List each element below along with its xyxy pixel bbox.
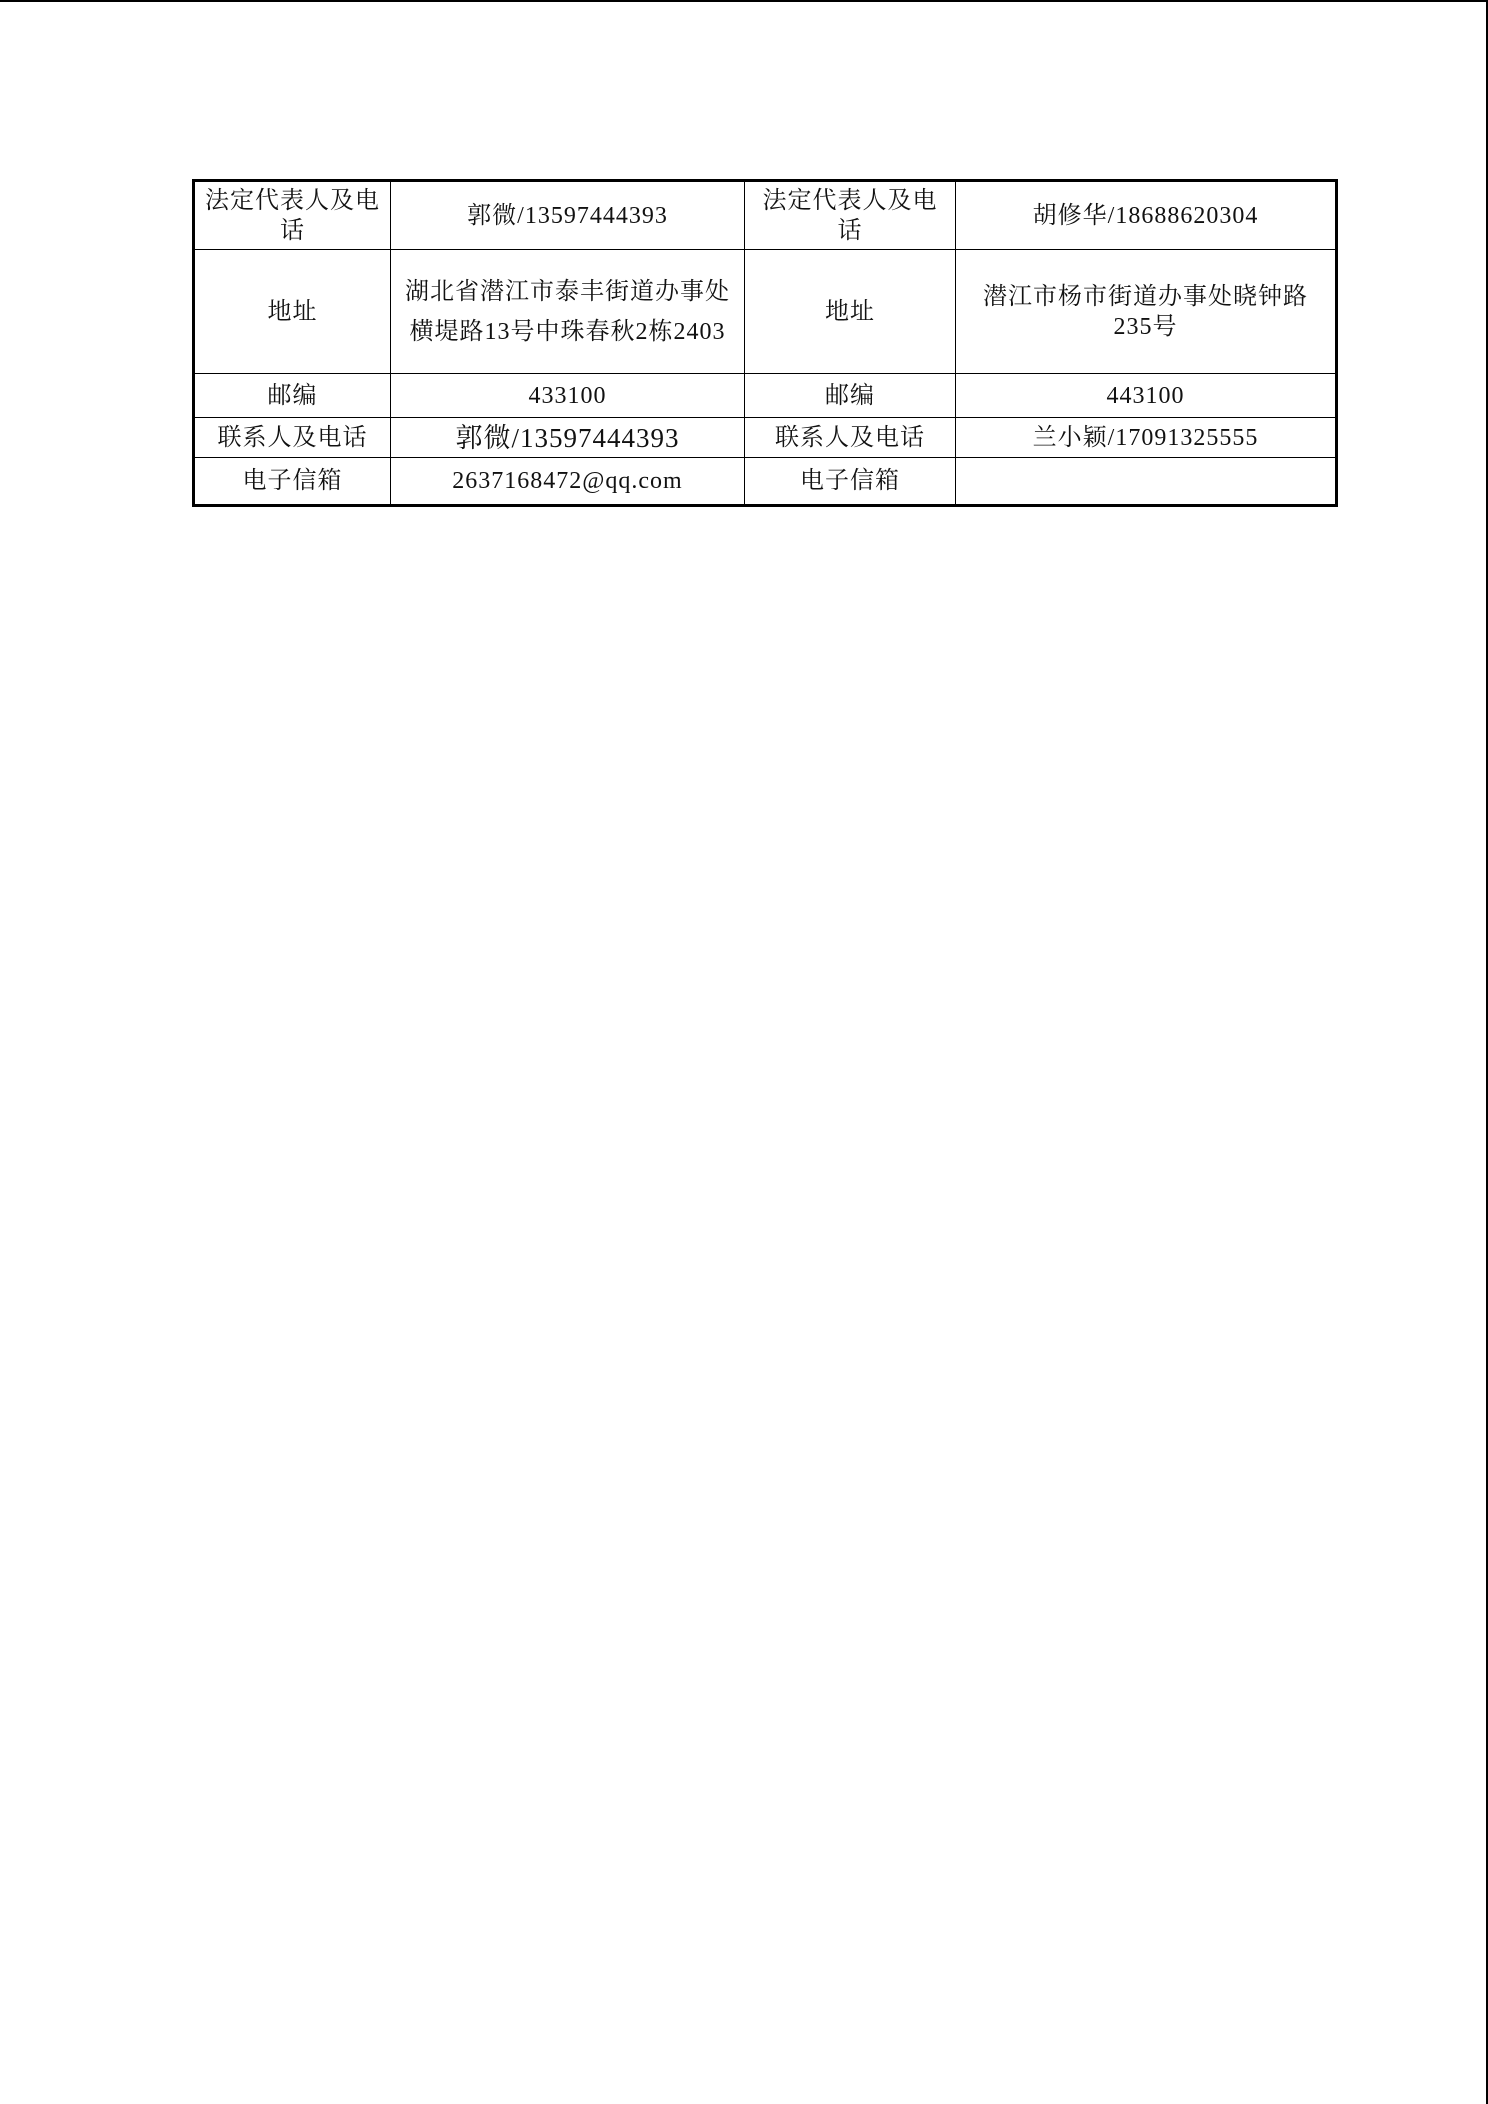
- postal-code-value-right: 443100: [956, 374, 1337, 418]
- table-row-contact: [194, 418, 1337, 458]
- table-row-postal-code: [194, 374, 1337, 418]
- table-row-address: [194, 250, 1337, 374]
- table-row-email: [194, 458, 1337, 506]
- postal-code-label-left: 邮编: [194, 374, 391, 418]
- address-value-right: 潜江市杨市街道办事处晓钟路235号: [956, 250, 1337, 374]
- contact-label-left: 联系人及电话: [194, 418, 391, 458]
- legal-rep-value-right: 胡修华/18688620304: [956, 181, 1337, 250]
- contact-value-right: 兰小颖/17091325555: [956, 418, 1337, 458]
- email-value-right: [956, 458, 1337, 506]
- address-label-right: 地址: [745, 250, 956, 374]
- email-value-left: 2637168472@qq.com: [391, 458, 745, 506]
- legal-rep-value-left: 郭微/13597444393: [391, 181, 745, 250]
- party-info-table: [192, 179, 1338, 507]
- contact-label-right: 联系人及电话: [745, 418, 956, 458]
- postal-code-label-right: 邮编: [745, 374, 956, 418]
- email-label-left: 电子信箱: [194, 458, 391, 506]
- contact-value-left: 郭微/13597444393: [391, 418, 745, 458]
- postal-code-value-left: 433100: [391, 374, 745, 418]
- email-label-right: 电子信箱: [745, 458, 956, 506]
- legal-rep-label-right: 法定代表人及电话: [745, 181, 956, 250]
- address-label-left: 地址: [194, 250, 391, 374]
- page-border-top: [0, 0, 1488, 2]
- legal-rep-label-left: 法定代表人及电话: [194, 181, 391, 250]
- table-row-legal-representative: [194, 181, 1337, 250]
- address-value-left: 湖北省潜江市泰丰街道办事处横堤路13号中珠春秋2栋2403: [391, 250, 745, 374]
